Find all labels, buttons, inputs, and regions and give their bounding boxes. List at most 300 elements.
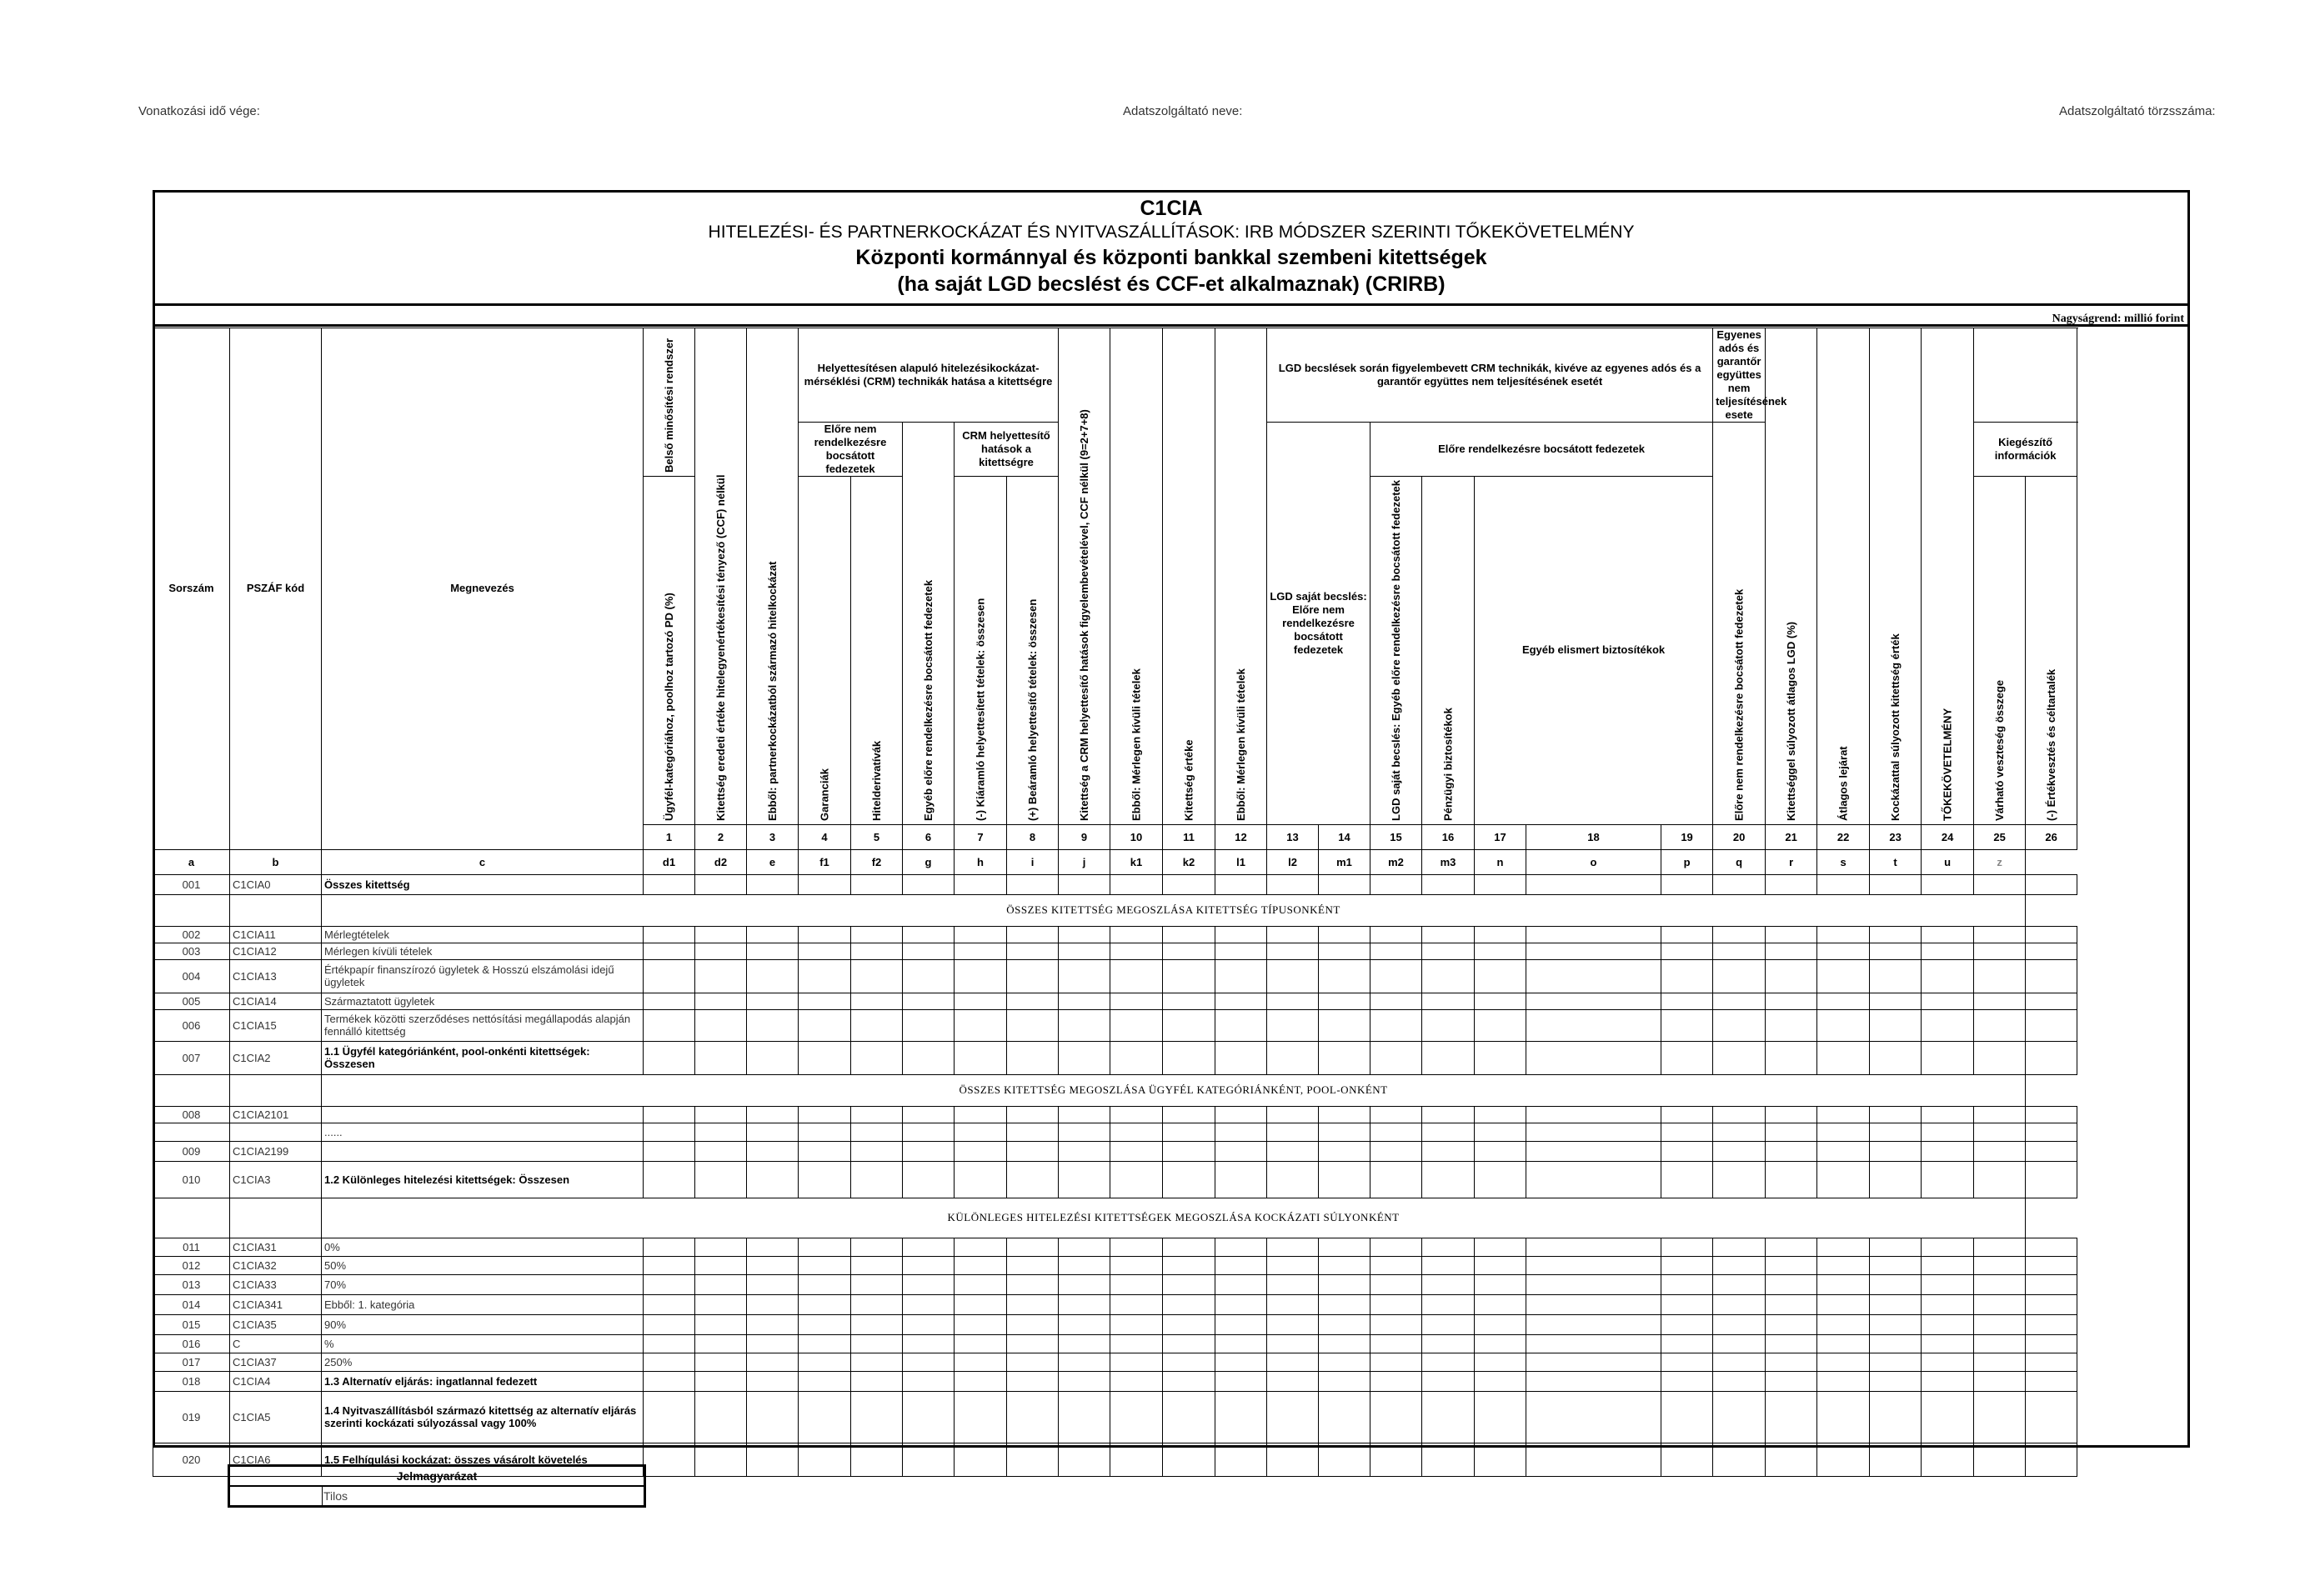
data-cell[interactable] xyxy=(851,874,903,894)
data-cell[interactable] xyxy=(1817,959,1870,993)
data-cell[interactable] xyxy=(1526,993,1661,1009)
data-cell[interactable] xyxy=(1526,1294,1661,1314)
data-cell[interactable] xyxy=(1215,1274,1267,1294)
data-cell[interactable] xyxy=(644,1161,695,1198)
data-cell[interactable] xyxy=(2026,1106,2077,1123)
data-cell[interactable] xyxy=(644,926,695,943)
data-cell[interactable] xyxy=(799,1123,851,1141)
data-cell[interactable] xyxy=(1870,1238,1922,1256)
data-cell[interactable] xyxy=(1870,959,1922,993)
data-cell[interactable] xyxy=(1713,1294,1766,1314)
data-cell[interactable] xyxy=(1007,1294,1059,1314)
data-cell[interactable] xyxy=(1870,1353,1922,1371)
data-cell[interactable] xyxy=(1661,926,1713,943)
data-cell[interactable] xyxy=(1922,1009,1974,1041)
data-cell[interactable] xyxy=(1163,1314,1215,1334)
data-cell[interactable] xyxy=(1661,943,1713,959)
data-cell[interactable] xyxy=(1110,959,1163,993)
data-cell[interactable] xyxy=(799,1443,851,1476)
data-cell[interactable] xyxy=(1817,926,1870,943)
data-cell[interactable] xyxy=(1766,874,1817,894)
data-cell[interactable] xyxy=(851,1353,903,1371)
data-cell[interactable] xyxy=(1267,943,1319,959)
data-cell[interactable] xyxy=(1475,1123,1526,1141)
data-cell[interactable] xyxy=(1974,959,2026,993)
data-cell[interactable] xyxy=(1163,874,1215,894)
data-cell[interactable] xyxy=(1059,1009,1110,1041)
data-cell[interactable] xyxy=(1713,1256,1766,1274)
data-cell[interactable] xyxy=(1766,1161,1817,1198)
data-cell[interactable] xyxy=(1475,1443,1526,1476)
data-cell[interactable] xyxy=(1766,993,1817,1009)
data-cell[interactable] xyxy=(1713,874,1766,894)
data-cell[interactable] xyxy=(747,1009,799,1041)
data-cell[interactable] xyxy=(851,1238,903,1256)
data-cell[interactable] xyxy=(903,1334,955,1353)
data-cell[interactable] xyxy=(1007,1123,1059,1141)
data-cell[interactable] xyxy=(1215,1106,1267,1123)
data-cell[interactable] xyxy=(1422,993,1475,1009)
data-cell[interactable] xyxy=(2026,1334,2077,1353)
data-cell[interactable] xyxy=(1974,1123,2026,1141)
data-cell[interactable] xyxy=(1007,1274,1059,1294)
data-cell[interactable] xyxy=(2026,1161,2077,1198)
data-cell[interactable] xyxy=(747,1334,799,1353)
data-cell[interactable] xyxy=(1713,1009,1766,1041)
data-cell[interactable] xyxy=(1007,1314,1059,1334)
data-cell[interactable] xyxy=(1163,1274,1215,1294)
data-cell[interactable] xyxy=(851,943,903,959)
data-cell[interactable] xyxy=(1526,1334,1661,1353)
data-cell[interactable] xyxy=(799,1009,851,1041)
data-cell[interactable] xyxy=(1422,1391,1475,1443)
data-cell[interactable] xyxy=(644,1314,695,1334)
data-cell[interactable] xyxy=(1475,1391,1526,1443)
data-cell[interactable] xyxy=(644,993,695,1009)
data-cell[interactable] xyxy=(1163,993,1215,1009)
data-cell[interactable] xyxy=(1422,1294,1475,1314)
data-cell[interactable] xyxy=(1059,1371,1110,1391)
data-cell[interactable] xyxy=(747,1161,799,1198)
data-cell[interactable] xyxy=(1110,1294,1163,1314)
data-cell[interactable] xyxy=(1163,1294,1215,1314)
data-cell[interactable] xyxy=(1870,943,1922,959)
data-cell[interactable] xyxy=(1526,926,1661,943)
data-cell[interactable] xyxy=(1110,1314,1163,1334)
data-cell[interactable] xyxy=(1475,943,1526,959)
data-cell[interactable] xyxy=(1370,943,1422,959)
data-cell[interactable] xyxy=(1974,1371,2026,1391)
data-cell[interactable] xyxy=(799,1256,851,1274)
data-cell[interactable] xyxy=(1059,1294,1110,1314)
data-cell[interactable] xyxy=(1870,1161,1922,1198)
data-cell[interactable] xyxy=(903,943,955,959)
data-cell[interactable] xyxy=(695,926,747,943)
data-cell[interactable] xyxy=(955,1314,1007,1334)
data-cell[interactable] xyxy=(799,1041,851,1074)
data-cell[interactable] xyxy=(1215,1161,1267,1198)
data-cell[interactable] xyxy=(1267,1041,1319,1074)
data-cell[interactable] xyxy=(1974,1141,2026,1161)
data-cell[interactable] xyxy=(1974,1294,2026,1314)
data-cell[interactable] xyxy=(903,1106,955,1123)
data-cell[interactable] xyxy=(1817,1294,1870,1314)
data-cell[interactable] xyxy=(1475,1274,1526,1294)
data-cell[interactable] xyxy=(1475,1238,1526,1256)
data-cell[interactable] xyxy=(1817,1106,1870,1123)
data-cell[interactable] xyxy=(1713,1041,1766,1074)
data-cell[interactable] xyxy=(1267,1161,1319,1198)
data-cell[interactable] xyxy=(1110,1161,1163,1198)
data-cell[interactable] xyxy=(644,1256,695,1274)
data-cell[interactable] xyxy=(1817,1274,1870,1294)
data-cell[interactable] xyxy=(695,1238,747,1256)
data-cell[interactable] xyxy=(851,1314,903,1334)
data-cell[interactable] xyxy=(1766,1443,1817,1476)
data-cell[interactable] xyxy=(1922,1106,1974,1123)
data-cell[interactable] xyxy=(747,1123,799,1141)
data-cell[interactable] xyxy=(903,1274,955,1294)
data-cell[interactable] xyxy=(1766,1141,1817,1161)
data-cell[interactable] xyxy=(1526,1274,1661,1294)
data-cell[interactable] xyxy=(1370,1391,1422,1443)
data-cell[interactable] xyxy=(1422,1353,1475,1371)
data-cell[interactable] xyxy=(1215,993,1267,1009)
data-cell[interactable] xyxy=(1422,1009,1475,1041)
data-cell[interactable] xyxy=(955,1371,1007,1391)
data-cell[interactable] xyxy=(1713,943,1766,959)
data-cell[interactable] xyxy=(1766,1123,1817,1141)
data-cell[interactable] xyxy=(903,926,955,943)
data-cell[interactable] xyxy=(851,1106,903,1123)
data-cell[interactable] xyxy=(1766,1353,1817,1371)
data-cell[interactable] xyxy=(1267,1294,1319,1314)
data-cell[interactable] xyxy=(1007,1238,1059,1256)
data-cell[interactable] xyxy=(1713,1106,1766,1123)
data-cell[interactable] xyxy=(1922,926,1974,943)
data-cell[interactable] xyxy=(2026,1141,2077,1161)
data-cell[interactable] xyxy=(1475,1314,1526,1334)
data-cell[interactable] xyxy=(695,1009,747,1041)
data-cell[interactable] xyxy=(1319,1274,1370,1294)
data-cell[interactable] xyxy=(955,943,1007,959)
data-cell[interactable] xyxy=(1267,1274,1319,1294)
data-cell[interactable] xyxy=(1817,1141,1870,1161)
data-cell[interactable] xyxy=(1713,1391,1766,1443)
data-cell[interactable] xyxy=(1215,874,1267,894)
data-cell[interactable] xyxy=(1870,1274,1922,1294)
data-cell[interactable] xyxy=(1661,1123,1713,1141)
data-cell[interactable] xyxy=(1319,1391,1370,1443)
data-cell[interactable] xyxy=(1922,1314,1974,1334)
data-cell[interactable] xyxy=(1110,926,1163,943)
data-cell[interactable] xyxy=(747,1106,799,1123)
data-cell[interactable] xyxy=(1817,1353,1870,1371)
data-cell[interactable] xyxy=(747,1443,799,1476)
data-cell[interactable] xyxy=(1059,1274,1110,1294)
data-cell[interactable] xyxy=(1974,1041,2026,1074)
data-cell[interactable] xyxy=(1319,959,1370,993)
data-cell[interactable] xyxy=(1713,959,1766,993)
data-cell[interactable] xyxy=(1870,993,1922,1009)
data-cell[interactable] xyxy=(1110,1443,1163,1476)
data-cell[interactable] xyxy=(1163,1353,1215,1371)
data-cell[interactable] xyxy=(1370,874,1422,894)
data-cell[interactable] xyxy=(1319,993,1370,1009)
data-cell[interactable] xyxy=(1870,1334,1922,1353)
data-cell[interactable] xyxy=(851,959,903,993)
data-cell[interactable] xyxy=(1267,1314,1319,1334)
data-cell[interactable] xyxy=(1267,1256,1319,1274)
data-cell[interactable] xyxy=(1422,1314,1475,1334)
data-cell[interactable] xyxy=(2026,1041,2077,1074)
data-cell[interactable] xyxy=(2026,926,2077,943)
data-cell[interactable] xyxy=(955,1123,1007,1141)
data-cell[interactable] xyxy=(695,1443,747,1476)
data-cell[interactable] xyxy=(903,1041,955,1074)
data-cell[interactable] xyxy=(1007,1371,1059,1391)
data-cell[interactable] xyxy=(1422,943,1475,959)
data-cell[interactable] xyxy=(695,1353,747,1371)
data-cell[interactable] xyxy=(1319,1106,1370,1123)
data-cell[interactable] xyxy=(644,1334,695,1353)
data-cell[interactable] xyxy=(1422,1123,1475,1141)
data-cell[interactable] xyxy=(1870,926,1922,943)
data-cell[interactable] xyxy=(1007,943,1059,959)
data-cell[interactable] xyxy=(1007,1334,1059,1353)
data-cell[interactable] xyxy=(695,1041,747,1074)
data-cell[interactable] xyxy=(1059,1314,1110,1334)
data-cell[interactable] xyxy=(1059,926,1110,943)
data-cell[interactable] xyxy=(2026,993,2077,1009)
data-cell[interactable] xyxy=(695,1314,747,1334)
data-cell[interactable] xyxy=(1110,993,1163,1009)
data-cell[interactable] xyxy=(1661,1294,1713,1314)
data-cell[interactable] xyxy=(1870,874,1922,894)
data-cell[interactable] xyxy=(1163,1041,1215,1074)
data-cell[interactable] xyxy=(1422,959,1475,993)
data-cell[interactable] xyxy=(2026,1294,2077,1314)
data-cell[interactable] xyxy=(1370,1314,1422,1334)
data-cell[interactable] xyxy=(1922,1256,1974,1274)
data-cell[interactable] xyxy=(1526,1314,1661,1334)
data-cell[interactable] xyxy=(903,1256,955,1274)
data-cell[interactable] xyxy=(799,926,851,943)
data-cell[interactable] xyxy=(695,1371,747,1391)
data-cell[interactable] xyxy=(1974,1009,2026,1041)
data-cell[interactable] xyxy=(1059,1141,1110,1161)
data-cell[interactable] xyxy=(955,1353,1007,1371)
data-cell[interactable] xyxy=(1319,1294,1370,1314)
data-cell[interactable] xyxy=(1370,1274,1422,1294)
data-cell[interactable] xyxy=(1766,1314,1817,1334)
data-cell[interactable] xyxy=(1526,1353,1661,1371)
data-cell[interactable] xyxy=(955,1391,1007,1443)
data-cell[interactable] xyxy=(747,943,799,959)
data-cell[interactable] xyxy=(1370,1041,1422,1074)
data-cell[interactable] xyxy=(799,1353,851,1371)
data-cell[interactable] xyxy=(1475,1041,1526,1074)
data-cell[interactable] xyxy=(1922,993,1974,1009)
data-cell[interactable] xyxy=(903,1123,955,1141)
data-cell[interactable] xyxy=(851,1294,903,1314)
data-cell[interactable] xyxy=(1713,1123,1766,1141)
data-cell[interactable] xyxy=(851,1123,903,1141)
data-cell[interactable] xyxy=(1922,1391,1974,1443)
data-cell[interactable] xyxy=(955,926,1007,943)
data-cell[interactable] xyxy=(1267,1371,1319,1391)
data-cell[interactable] xyxy=(1475,874,1526,894)
data-cell[interactable] xyxy=(1215,1314,1267,1334)
data-cell[interactable] xyxy=(1215,926,1267,943)
data-cell[interactable] xyxy=(1661,1353,1713,1371)
data-cell[interactable] xyxy=(1007,874,1059,894)
data-cell[interactable] xyxy=(1267,874,1319,894)
data-cell[interactable] xyxy=(1059,943,1110,959)
data-cell[interactable] xyxy=(1974,874,2026,894)
data-cell[interactable] xyxy=(1661,993,1713,1009)
data-cell[interactable] xyxy=(644,1123,695,1141)
data-cell[interactable] xyxy=(955,1294,1007,1314)
data-cell[interactable] xyxy=(1215,1041,1267,1074)
data-cell[interactable] xyxy=(747,1141,799,1161)
data-cell[interactable] xyxy=(1007,959,1059,993)
data-cell[interactable] xyxy=(1661,1371,1713,1391)
data-cell[interactable] xyxy=(1422,1334,1475,1353)
data-cell[interactable] xyxy=(1267,1353,1319,1371)
data-cell[interactable] xyxy=(1475,1353,1526,1371)
data-cell[interactable] xyxy=(1870,1314,1922,1334)
data-cell[interactable] xyxy=(1267,1141,1319,1161)
data-cell[interactable] xyxy=(1110,1334,1163,1353)
data-cell[interactable] xyxy=(1215,1391,1267,1443)
data-cell[interactable] xyxy=(1526,1371,1661,1391)
data-cell[interactable] xyxy=(1422,874,1475,894)
data-cell[interactable] xyxy=(695,1294,747,1314)
data-cell[interactable] xyxy=(903,1371,955,1391)
data-cell[interactable] xyxy=(1319,1371,1370,1391)
data-cell[interactable] xyxy=(1215,1334,1267,1353)
data-cell[interactable] xyxy=(1110,1041,1163,1074)
data-cell[interactable] xyxy=(799,943,851,959)
data-cell[interactable] xyxy=(1766,926,1817,943)
data-cell[interactable] xyxy=(1267,993,1319,1009)
data-cell[interactable] xyxy=(851,926,903,943)
data-cell[interactable] xyxy=(1370,1371,1422,1391)
data-cell[interactable] xyxy=(1370,959,1422,993)
data-cell[interactable] xyxy=(903,1443,955,1476)
data-cell[interactable] xyxy=(2026,1443,2077,1476)
data-cell[interactable] xyxy=(1422,1041,1475,1074)
data-cell[interactable] xyxy=(1110,943,1163,959)
data-cell[interactable] xyxy=(1922,1141,1974,1161)
data-cell[interactable] xyxy=(1974,926,2026,943)
data-cell[interactable] xyxy=(2026,874,2077,894)
data-cell[interactable] xyxy=(1766,1371,1817,1391)
data-cell[interactable] xyxy=(644,1041,695,1074)
data-cell[interactable] xyxy=(1974,993,2026,1009)
data-cell[interactable] xyxy=(1110,1238,1163,1256)
data-cell[interactable] xyxy=(1766,1391,1817,1443)
data-cell[interactable] xyxy=(851,1274,903,1294)
data-cell[interactable] xyxy=(1817,943,1870,959)
data-cell[interactable] xyxy=(1817,1391,1870,1443)
data-cell[interactable] xyxy=(1661,1334,1713,1353)
data-cell[interactable] xyxy=(695,874,747,894)
data-cell[interactable] xyxy=(1059,1041,1110,1074)
data-cell[interactable] xyxy=(1526,1123,1661,1141)
data-cell[interactable] xyxy=(1059,993,1110,1009)
data-cell[interactable] xyxy=(851,1371,903,1391)
data-cell[interactable] xyxy=(1007,926,1059,943)
data-cell[interactable] xyxy=(1870,1391,1922,1443)
data-cell[interactable] xyxy=(955,1161,1007,1198)
data-cell[interactable] xyxy=(1215,1371,1267,1391)
data-cell[interactable] xyxy=(1215,943,1267,959)
data-cell[interactable] xyxy=(903,1391,955,1443)
data-cell[interactable] xyxy=(695,1123,747,1141)
data-cell[interactable] xyxy=(1713,1161,1766,1198)
data-cell[interactable] xyxy=(799,1294,851,1314)
data-cell[interactable] xyxy=(1713,1443,1766,1476)
data-cell[interactable] xyxy=(1110,1256,1163,1274)
data-cell[interactable] xyxy=(1922,959,1974,993)
data-cell[interactable] xyxy=(1475,1009,1526,1041)
data-cell[interactable] xyxy=(2026,1371,2077,1391)
data-cell[interactable] xyxy=(903,874,955,894)
data-cell[interactable] xyxy=(1475,1256,1526,1274)
data-cell[interactable] xyxy=(644,959,695,993)
data-cell[interactable] xyxy=(799,1141,851,1161)
data-cell[interactable] xyxy=(1922,1123,1974,1141)
data-cell[interactable] xyxy=(1974,943,2026,959)
data-cell[interactable] xyxy=(1475,993,1526,1009)
data-cell[interactable] xyxy=(695,943,747,959)
data-cell[interactable] xyxy=(1713,1141,1766,1161)
data-cell[interactable] xyxy=(644,1238,695,1256)
data-cell[interactable] xyxy=(1215,1256,1267,1274)
data-cell[interactable] xyxy=(799,1238,851,1256)
data-cell[interactable] xyxy=(1661,1106,1713,1123)
data-cell[interactable] xyxy=(1007,1256,1059,1274)
data-cell[interactable] xyxy=(747,1353,799,1371)
data-cell[interactable] xyxy=(1922,1238,1974,1256)
data-cell[interactable] xyxy=(644,1294,695,1314)
data-cell[interactable] xyxy=(1163,1123,1215,1141)
data-cell[interactable] xyxy=(2026,943,2077,959)
data-cell[interactable] xyxy=(1974,1353,2026,1371)
data-cell[interactable] xyxy=(1526,1106,1661,1123)
data-cell[interactable] xyxy=(1319,1009,1370,1041)
data-cell[interactable] xyxy=(747,1371,799,1391)
data-cell[interactable] xyxy=(1974,1256,2026,1274)
data-cell[interactable] xyxy=(2026,1353,2077,1371)
data-cell[interactable] xyxy=(1059,1123,1110,1141)
data-cell[interactable] xyxy=(2026,1391,2077,1443)
data-cell[interactable] xyxy=(851,1334,903,1353)
data-cell[interactable] xyxy=(955,1256,1007,1274)
data-cell[interactable] xyxy=(1922,1161,1974,1198)
data-cell[interactable] xyxy=(1870,1123,1922,1141)
data-cell[interactable] xyxy=(799,1391,851,1443)
data-cell[interactable] xyxy=(747,1391,799,1443)
data-cell[interactable] xyxy=(747,1238,799,1256)
data-cell[interactable] xyxy=(1475,1294,1526,1314)
data-cell[interactable] xyxy=(1766,1106,1817,1123)
data-cell[interactable] xyxy=(955,1106,1007,1123)
data-cell[interactable] xyxy=(1922,1041,1974,1074)
data-cell[interactable] xyxy=(747,1041,799,1074)
